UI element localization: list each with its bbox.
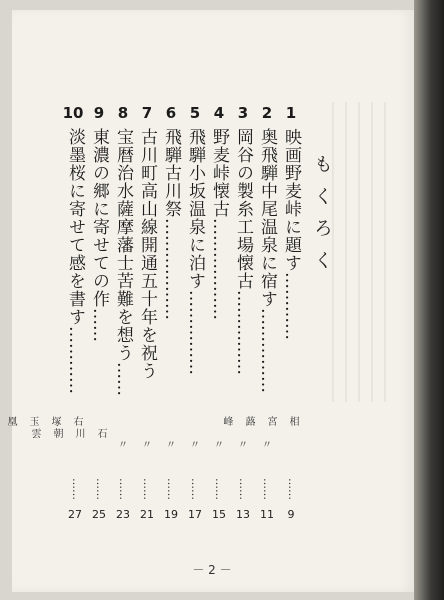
entry-page-number: 17 [188, 508, 202, 521]
leader-dots: …………… [257, 308, 277, 393]
entry-title: 宝暦治水薩摩藩士苦難を想う [113, 128, 133, 362]
entry-number: 10 [62, 104, 84, 122]
author-char: 玉 [27, 416, 38, 426]
author-char: 相 [287, 416, 298, 426]
leader-dots: …… [286, 478, 299, 500]
entry-number: 3 [237, 104, 249, 122]
leader-dots: …… [89, 308, 109, 342]
book-edge [414, 0, 444, 600]
entry-page-number: 25 [92, 508, 106, 521]
bleed-through-text [332, 102, 392, 402]
leader-dots: …… [237, 478, 250, 500]
ditto-mark: 〃 [142, 440, 152, 451]
ditto-mark: 〃 [166, 440, 176, 451]
entry-number: 5 [189, 104, 201, 122]
entry-title: 古川町高山線開通五十年を祝う [137, 128, 157, 380]
entry-number: 9 [93, 104, 105, 122]
entry-page-number: 13 [236, 508, 250, 521]
author-char: 蕗 [243, 416, 254, 426]
author-char: 峰 [221, 416, 232, 426]
entry-page-number: 15 [212, 508, 226, 521]
entry-title: 飛騨古川祭 [161, 128, 181, 218]
leader-dots: …………… [233, 290, 253, 375]
entry-page-number: 23 [116, 508, 130, 521]
leader-dots: ………… [281, 272, 301, 340]
entry-number: 8 [117, 104, 129, 122]
ditto-mark: 〃 [262, 440, 272, 451]
author-char: 川 [73, 428, 84, 438]
entry-title: 映画野麦峠に題す [281, 128, 301, 272]
page-sheet [5, 10, 414, 592]
ditto-mark: 〃 [118, 440, 128, 451]
leader-dots: …… [117, 478, 130, 500]
author-char: 宮 [265, 416, 276, 426]
author-char: 石 [95, 428, 106, 438]
ditto-mark: 〃 [238, 440, 248, 451]
entry-title: 岡谷の製糸工場懐古 [233, 128, 253, 290]
entry-title: 淡墨桜に寄せて感を書す [65, 128, 85, 326]
entry-number: 4 [213, 104, 225, 122]
entry-title: 飛騨小坂温泉に泊す [185, 128, 205, 290]
entry-title: 東濃の郷に寄せての作 [89, 128, 109, 308]
author-char: 右 [71, 416, 82, 426]
entry-page-number: 11 [260, 508, 274, 521]
page-folio: － 2 － [192, 563, 232, 577]
author-char: 雲 [29, 428, 40, 438]
leader-dots: …………… [185, 290, 205, 375]
entry-number: 6 [165, 104, 177, 122]
entry-number: 1 [285, 104, 297, 122]
author-char: 凰 [5, 416, 16, 426]
leader-dots: …… [165, 478, 178, 500]
entry-number: 7 [141, 104, 153, 122]
leader-dots: ……………… [161, 218, 181, 320]
entry-number: 2 [261, 104, 273, 122]
leader-dots: …… [141, 478, 154, 500]
entry-page-number: 19 [164, 508, 178, 521]
entry-page-number: 21 [140, 508, 154, 521]
entry-author [5, 386, 87, 456]
leader-dots: ……………… [209, 218, 229, 320]
entry-author [221, 386, 303, 456]
entry-title: 奥飛騨中尾温泉に宿す [257, 128, 277, 308]
leader-dots: …… [70, 478, 83, 500]
contents-title: もくろく [311, 154, 333, 282]
author-char: 朝 [51, 428, 62, 438]
entry-title: 野麦峠懐古 [209, 128, 229, 218]
entry-page-number: 27 [68, 508, 82, 521]
leader-dots: …… [261, 478, 274, 500]
leader-dots: …… [113, 362, 133, 396]
entry-page-number: 9 [287, 508, 295, 521]
leader-dots: …… [189, 478, 202, 500]
entry-author [29, 398, 111, 468]
ditto-mark: 〃 [214, 440, 224, 451]
leader-dots: …… [94, 478, 107, 500]
leader-dots: ………… [65, 326, 85, 394]
leader-dots: …… [213, 478, 226, 500]
ditto-mark: 〃 [190, 440, 200, 451]
author-char: 塚 [49, 416, 60, 426]
